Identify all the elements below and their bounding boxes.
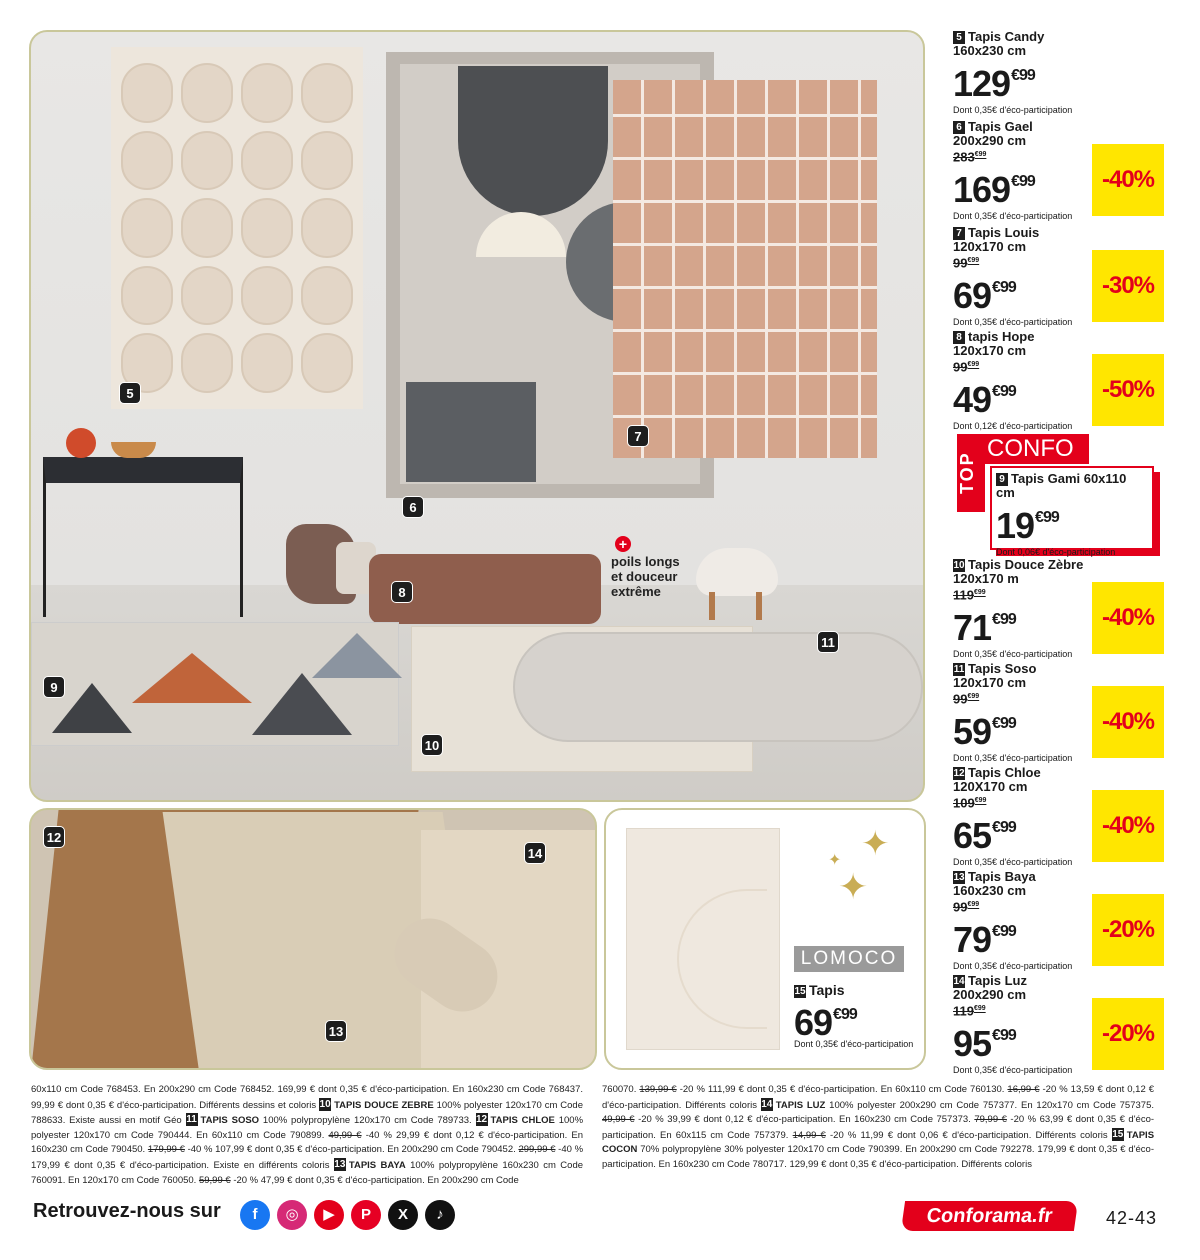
- legal-text: -40 % 29,99 € dont 0,12 € d'éco-participation. En 160x230 cm Code 790450.: [31, 1129, 583, 1156]
- product-number: 11: [953, 664, 965, 675]
- x-icon[interactable]: X: [388, 1200, 418, 1230]
- stool-leg: [709, 592, 715, 620]
- price-decimal: €99: [992, 279, 1016, 297]
- product-title: [953, 226, 1173, 240]
- legal-text: 100% polypropylène 120x170 cm Code 789733.: [262, 1115, 472, 1127]
- old-price-integer: 99: [953, 255, 968, 271]
- price-decimal: €99: [992, 819, 1016, 837]
- price-decimal: €99: [992, 611, 1016, 629]
- eco-participation: Dont 0,35€ d'éco-participation: [953, 961, 1073, 972]
- product-title: [953, 30, 1173, 44]
- rug-pattern-shape: [241, 63, 293, 123]
- rug-pattern-shape: [181, 131, 233, 191]
- plus-icon: +: [615, 536, 631, 552]
- product-title: [794, 982, 845, 998]
- old-price-integer: 283: [953, 149, 975, 165]
- old-price-decimal: €99: [967, 257, 980, 264]
- price-decimal: €99: [992, 923, 1016, 941]
- product-number: 10: [953, 560, 965, 571]
- old-price-integer: 119: [953, 587, 974, 603]
- legal-text: 60x110 cm Code 768453. En 200x290 cm Code 768452. 169,99 € dont 0,35 € d'éco-participation. En 160x230 cm Code 768437. 99,99 € dont 0,35 € d'éco-participation. Différents dessins et coloris: [31, 1084, 583, 1111]
- rug-soso-image: [513, 632, 923, 742]
- product-tag-6: 6: [402, 496, 424, 518]
- sparkle-icon: ✦: [861, 825, 890, 863]
- sparkle-icon: ✦: [838, 866, 869, 907]
- eco-participation: Dont 0,12€ d'éco-participation: [953, 421, 1073, 432]
- rug-shape: [677, 889, 767, 1029]
- product-size: 120X170 cm: [953, 779, 1028, 794]
- product-tag-7: 7: [627, 425, 649, 447]
- rug-candy-image: [111, 47, 363, 409]
- old-price-decimal: €99: [973, 589, 986, 596]
- price-integer: 59: [953, 711, 992, 753]
- console-table: [43, 457, 243, 617]
- legal-text: 100% polypropylène 160x230 cm Code 760091. En 120x170 cm Code 760050.: [31, 1159, 584, 1186]
- price-integer: 95: [953, 1023, 992, 1065]
- rug-shape: [406, 382, 536, 482]
- struck-price: 16,99 €: [1007, 1084, 1040, 1095]
- struck-price: 49,99 €: [328, 1129, 362, 1141]
- price-integer: 169: [953, 169, 1011, 211]
- product-size: 120x170 cm: [953, 675, 1027, 690]
- discount-badge: -40%: [1092, 144, 1164, 216]
- product-size: 200x290 cm: [953, 133, 1027, 148]
- rug-pattern-shape: [301, 266, 353, 326]
- legal-text: 760070.: [602, 1084, 637, 1095]
- product-tag-9: 9: [43, 676, 65, 698]
- product-size: 120x170 cm: [953, 239, 1027, 254]
- discount-badge: -40%: [1092, 582, 1164, 654]
- discount-badge: -20%: [1092, 998, 1164, 1070]
- eco-participation: Dont 0,35€ d'éco-participation: [794, 1039, 914, 1049]
- legal-text: -20 % 111,99 € dont 0,35 € d'éco-participation. En 60x110 cm Code 760130.: [679, 1084, 1005, 1095]
- legal-text: 100% polyester 120x170 cm Code 788633. Existe aussi en motif Géo: [31, 1099, 584, 1127]
- conforama-link[interactable]: Conforama.fr: [901, 1201, 1078, 1231]
- product-title: [953, 330, 1173, 344]
- product-title: [953, 974, 1173, 988]
- product-title: [953, 766, 1173, 780]
- legal-text: -40 % 107,99 € dont 0,35 € d'éco-participation. En 200x290 cm Code 790452.: [187, 1144, 516, 1156]
- product-title: [953, 662, 1173, 676]
- old-price-decimal: €99: [974, 151, 987, 158]
- legal-text: -20 % 47,99 € dont 0,35 € d'éco-participation. En 200x290 cm Code: [233, 1174, 519, 1186]
- discount-badge: -30%: [1092, 250, 1164, 322]
- callout-line: extrême: [611, 584, 661, 599]
- discount-badge: -40%: [1092, 686, 1164, 758]
- rug-pattern-shape: [121, 63, 173, 123]
- callout-line: poils longs: [611, 554, 680, 569]
- gami-card: [990, 466, 1154, 557]
- struck-price: 79,99 €: [974, 1114, 1007, 1126]
- price-decimal: €99: [992, 715, 1016, 733]
- product-price: [996, 500, 1148, 544]
- eco-participation: Dont 0,06€ d'éco-participation: [996, 547, 1116, 557]
- product-entry: [953, 30, 1173, 116]
- product-tag-13: 13: [325, 1020, 347, 1042]
- legal-text-left: [31, 1083, 583, 1188]
- product-name: Tapis Douce Zèbre: [968, 557, 1084, 572]
- rug-pattern-shape: [121, 198, 173, 258]
- legal-text: -20 % 63,99 € dont 0,35 € d'éco-participation. En 60x115 cm Code 757379.: [602, 1114, 1155, 1141]
- eco-participation: Dont 0,35€ d'éco-participation: [953, 105, 1073, 115]
- discount-badge: -20%: [1092, 894, 1164, 966]
- product-number: 12: [475, 1114, 488, 1126]
- product-name: Tapis Soso: [968, 661, 1037, 676]
- instagram-icon[interactable]: ◎: [277, 1200, 307, 1230]
- struck-price: 299,99 €: [518, 1144, 556, 1156]
- legal-product-name: TAPIS SOSO: [200, 1115, 260, 1127]
- product-size: 200x290 cm: [953, 987, 1027, 1002]
- bowl: [111, 442, 156, 458]
- legal-text-right: [602, 1083, 1154, 1173]
- rug-pattern-shape: [181, 198, 233, 258]
- discount-badge: -40%: [1092, 790, 1164, 862]
- price-decimal: €99: [1011, 173, 1035, 191]
- struck-price: 139,99 €: [639, 1084, 677, 1095]
- confo-label: CONFO: [985, 434, 1089, 464]
- product-tag-11: 11: [817, 631, 839, 653]
- lomoco-panel: [604, 808, 926, 1070]
- product-name: Tapis Louis: [968, 225, 1040, 240]
- product-title: [953, 558, 1173, 572]
- rug-pattern-shape: [241, 131, 293, 191]
- product-name: Tapis: [809, 982, 845, 998]
- product-title: [996, 472, 1148, 500]
- vase: [66, 428, 96, 458]
- price-integer: 19: [996, 505, 1035, 546]
- legal-text: 100% polyester 200x290 cm Code 757377. En 120x170 cm Code 757375.: [829, 1099, 1154, 1111]
- struck-price: 14,99 €: [792, 1129, 826, 1141]
- price-decimal: €99: [1035, 509, 1059, 526]
- product-size: 120x170 m: [953, 571, 1019, 586]
- price-integer: 69: [953, 275, 992, 317]
- legal-text: -20 % 13,59 € dont 0,12 € d'éco-participation. Différents coloris: [602, 1084, 1155, 1111]
- product-title: [953, 120, 1173, 134]
- pinterest-icon[interactable]: P: [351, 1200, 381, 1230]
- legal-product-name: TAPIS CHLOE: [490, 1115, 555, 1127]
- product-number: 6: [953, 121, 965, 134]
- room-photo: [29, 30, 925, 802]
- struck-price: 179,99 €: [147, 1144, 185, 1156]
- rug-shape: [458, 66, 608, 216]
- product-name: Tapis Luz: [968, 973, 1027, 988]
- old-price-integer: 99: [953, 359, 968, 375]
- pouf-stool: [696, 548, 778, 596]
- rug-pattern-shape: [301, 131, 353, 191]
- product-tag-12: 12: [43, 826, 65, 848]
- product-size: 120x170 cm: [953, 343, 1027, 358]
- product-size: 160x230 cm: [953, 43, 1027, 58]
- product-name: Tapis Gael: [968, 119, 1033, 134]
- price-integer: 71: [953, 607, 992, 649]
- product-tag-5: 5: [119, 382, 141, 404]
- legal-product-name: TAPIS BAYA: [348, 1159, 406, 1171]
- legal-text: 100% polyester 120x170 cm Code 790444. En 60x110 cm Code 790899.: [31, 1115, 584, 1141]
- product-number: 5: [953, 31, 965, 44]
- product-name: Tapis Gami 60x110 cm: [996, 471, 1127, 500]
- rug-pattern-shape: [121, 266, 173, 326]
- legal-product-name: TAPIS COCON: [602, 1129, 1155, 1156]
- follow-us-label: Retrouvez-nous sur: [33, 1200, 221, 1222]
- legal-text: 70% polypropylène 30% polyester 120x170 cm Code 790399. En 200x290 cm Code 792278. 179,99 € dont 0,35 € d'éco-participation. En 160x230 cm Code 780717. 129,99 € dont 0,35 € d'éco-participation. Différents coloris: [602, 1144, 1155, 1170]
- price-integer: 129: [953, 63, 1011, 104]
- rug-pattern-shape: [301, 198, 353, 258]
- rug-pattern-shape: [241, 333, 293, 393]
- old-price-integer: 99: [953, 691, 968, 707]
- price-decimal: €99: [992, 1027, 1016, 1045]
- legal-text: -40 % 179,99 € dont 0,35 € d'éco-participation. Existe en différents coloris: [31, 1144, 584, 1171]
- product-number: 14: [761, 1098, 773, 1110]
- rug-pattern-shape: [241, 198, 293, 258]
- product-number: 10: [319, 1098, 331, 1110]
- product-name: Tapis Candy: [968, 29, 1045, 44]
- legal-text: -20 % 39,99 € dont 0,12 € d'éco-participation. En 160x230 cm Code 757373.: [638, 1114, 971, 1126]
- struck-price: 49,99 €: [602, 1114, 635, 1126]
- product-number: 7: [953, 227, 965, 240]
- rug-pattern-shape: [181, 63, 233, 123]
- page-numbers: 42-43: [1106, 1208, 1158, 1228]
- product-name: Tapis Chloe: [968, 765, 1041, 780]
- eco-participation: Dont 0,35€ d'éco-participation: [953, 753, 1073, 764]
- sparkle-icon: ✦: [828, 852, 842, 869]
- closeup-photo: [29, 808, 597, 1070]
- legal-product-name: TAPIS LUZ: [775, 1099, 826, 1111]
- product-number: 15: [1112, 1128, 1124, 1140]
- product-number: 9: [996, 473, 1008, 486]
- rug-louis-image: [613, 80, 877, 458]
- rug-gami-image: [31, 622, 399, 746]
- facebook-icon[interactable]: f: [240, 1200, 270, 1230]
- product-tag-8: 8: [391, 581, 413, 603]
- old-price-decimal: €99: [967, 693, 980, 700]
- product-number: 15: [794, 986, 806, 997]
- struck-price: 59,99 €: [198, 1174, 231, 1186]
- price-integer: 79: [953, 919, 992, 961]
- price-decimal: €99: [1011, 67, 1035, 84]
- callout-line: et douceur: [611, 569, 678, 584]
- product-price: [794, 1002, 857, 1044]
- old-price-decimal: €99: [967, 361, 980, 368]
- legal-product-name: TAPIS DOUCE ZEBRE: [334, 1099, 434, 1111]
- legal-text: -20 % 11,99 € dont 0,06 € d'éco-participation. Différents coloris: [830, 1129, 1108, 1141]
- tiktok-icon[interactable]: ♪: [425, 1200, 455, 1230]
- rug-pattern-shape: [181, 266, 233, 326]
- stool-leg: [756, 592, 762, 620]
- price-integer: 69: [794, 1002, 833, 1043]
- rug-shape: [312, 633, 402, 678]
- product-name: tapis Hope: [968, 329, 1035, 344]
- old-price-integer: 99: [953, 899, 968, 915]
- product-number: 13: [334, 1158, 346, 1170]
- product-tag-10: 10: [421, 734, 443, 756]
- rug-cocon-image: [626, 828, 780, 1050]
- product-number: 8: [953, 331, 965, 344]
- rug-shape: [252, 673, 352, 735]
- price-integer: 49: [953, 379, 992, 421]
- product-price: [953, 58, 1173, 102]
- old-price-integer: 109: [953, 795, 975, 811]
- rug-pattern-shape: [241, 266, 293, 326]
- price-decimal: €99: [992, 383, 1016, 401]
- rug-shape: [132, 653, 252, 703]
- product-title: [953, 870, 1173, 884]
- product-size: 160x230 cm: [953, 883, 1027, 898]
- old-price-integer: 119: [953, 1003, 974, 1019]
- old-price-decimal: €99: [967, 901, 980, 908]
- product-number: 14: [953, 976, 965, 987]
- price-decimal: €99: [833, 1006, 857, 1023]
- feature-callout: [611, 536, 680, 599]
- product-number: 12: [953, 768, 965, 779]
- eco-participation: Dont 0,35€ d'éco-participation: [953, 211, 1073, 222]
- top-confo-box: [957, 434, 1165, 557]
- rug-pattern-shape: [301, 333, 353, 393]
- product-number: 13: [953, 872, 965, 883]
- old-price-decimal: €99: [974, 797, 987, 804]
- top-label: TOP: [957, 434, 985, 512]
- eco-participation: Dont 0,35€ d'éco-participation: [953, 317, 1073, 328]
- discount-badge: -50%: [1092, 354, 1164, 426]
- eco-participation: Dont 0,35€ d'éco-participation: [953, 1065, 1073, 1076]
- rug-pattern-shape: [121, 131, 173, 191]
- product-tag-14: 14: [524, 842, 546, 864]
- old-price-decimal: €99: [973, 1005, 986, 1012]
- product-number: 11: [186, 1114, 197, 1126]
- youtube-icon[interactable]: ▶: [314, 1200, 344, 1230]
- rug-pattern-shape: [181, 333, 233, 393]
- brand-logo: LOMOCO: [794, 946, 904, 972]
- eco-participation: Dont 0,35€ d'éco-participation: [953, 857, 1073, 868]
- product-name: Tapis Baya: [968, 869, 1036, 884]
- eco-participation: Dont 0,35€ d'éco-participation: [953, 649, 1073, 660]
- rug-pattern-shape: [301, 63, 353, 123]
- price-integer: 65: [953, 815, 992, 857]
